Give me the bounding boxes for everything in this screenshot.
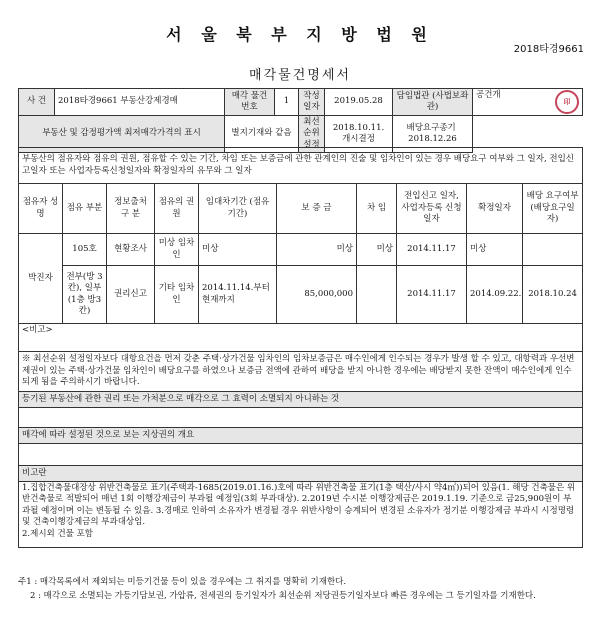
col-header: 점유자 성 명 bbox=[19, 184, 63, 234]
footnote-2: 2 : 매각으로 소멸되는 가등기담보권, 가압류, 전세권의 등기일자가 최선순위 저당권등기일자보다 빠른 경우에는 그 등기일자를 기재한다. bbox=[30, 590, 536, 601]
case-number: 2018타경9661 bbox=[513, 44, 584, 55]
cell bbox=[357, 266, 397, 324]
tenant-warning: ※ 최선순위 설정일자보다 대항요건을 먼저 갖춘 주택·상가건물 임차인의 임차보증금은 매수인에게 인수되는 경우가 발생 할 수 있고, 대항력과 우선변제권이 있는 주택·상가건물 임차인이 배당요구를 하였으나 보증금 전액에 관하여 배당을 받지 아니한 경우에는 배당받지 못한 잔액이 매수인에게 인수되게 됨을 주의하시기 바랍니다. bbox=[19, 352, 583, 392]
remarks-blank bbox=[19, 338, 583, 352]
cell: 2014.11.17 bbox=[397, 234, 467, 266]
created-label: 작성 일자 bbox=[299, 89, 325, 116]
col-header: 점유 부분 bbox=[63, 184, 107, 234]
cell: 2014.11.14.부터 현재까지 bbox=[199, 266, 277, 324]
col-header: 점유의 권 원 bbox=[155, 184, 199, 234]
col-header: 보 증 금 bbox=[277, 184, 357, 234]
col-header: 차 임 bbox=[357, 184, 397, 234]
cell: 105호 bbox=[63, 234, 107, 266]
document-title: 매각물건명세서 bbox=[249, 68, 351, 83]
cell: 미상 임차인 bbox=[155, 234, 199, 266]
deadline-label: 배당요구종기 bbox=[406, 122, 456, 133]
footnotes bbox=[18, 576, 582, 603]
cell: 현황조사 bbox=[107, 234, 155, 266]
cell: 전부(방 3칸), 일부(1층 방3칸) bbox=[63, 266, 107, 324]
cell: 미상 bbox=[467, 234, 523, 266]
priority-label: 최선순위 설정 bbox=[299, 116, 325, 153]
cell: 2018.10.24 bbox=[523, 266, 583, 324]
created-date: 2019.05.28 bbox=[325, 89, 393, 116]
valuation-value: 별지기재와 같음 bbox=[225, 116, 299, 153]
court-name: 서 울 북 부 지 방 법 원 bbox=[166, 25, 434, 44]
priority-value: 2018.10.11. 개시결정 bbox=[325, 116, 393, 153]
cell: 2014.09.22. bbox=[467, 266, 523, 324]
col-header: 배당 요구여부 (배당요구일자) bbox=[523, 184, 583, 234]
case-value: 2018타경9661 부동산강제경매 bbox=[55, 89, 225, 116]
cell: 미상 bbox=[199, 234, 277, 266]
cell: 미상 bbox=[277, 234, 357, 266]
deadline-value: 2018.12.26 bbox=[408, 134, 457, 145]
remarks-label: <비고> bbox=[19, 324, 583, 338]
item-no-label: 매각 물건번호 bbox=[225, 89, 275, 116]
occupancy-table bbox=[18, 147, 583, 548]
cell: 미상 bbox=[357, 234, 397, 266]
judge-label: 담임법관 (사법보좌관) bbox=[393, 89, 473, 116]
col-header: 확정일자 bbox=[467, 184, 523, 234]
cell: 85,000,000 bbox=[277, 266, 357, 324]
remarks-section-title: 비고란 bbox=[19, 466, 583, 482]
remarks-section-body bbox=[19, 482, 583, 548]
remarks-item-2: 2.제시외 건물 포함 bbox=[22, 528, 93, 539]
rights-section-title: 등기된 부동산에 관한 권리 또는 가처분으로 매각으로 그 효력이 소멸되지 아니하는 것 bbox=[19, 392, 583, 408]
item-no: 1 bbox=[275, 89, 299, 116]
cell bbox=[523, 234, 583, 266]
surface-right-body bbox=[19, 444, 583, 466]
occupant-name: 박진자 bbox=[19, 234, 63, 324]
table-row bbox=[19, 266, 583, 324]
summary-table bbox=[18, 88, 583, 153]
judge-cell bbox=[473, 89, 583, 116]
cell: 기타 임차인 bbox=[155, 266, 199, 324]
remarks-item-1: 1.집합건축물대장상 위반건축물로 표기(주택과-1685(2019.01.16.)호에 따라 위반건축물 표기(1층 택산/사시 약4㎡))되어 있음(1. 해당 건축물은 위반건축물로 적발되어 매년 1회 이행강제금이 부과될 예정임(3회 부과대상). 2.2019년 수시분 이행강제금은 2019.1.19. 기준으로 금25,900원이 부과될 예정이며 이는 변동될 수 있음. 3.경매로 인하여 소유자가 변경될 경우 위반사항이 승계되어 변경된 소유자가 정기분 이행강제금 부과시 시정명령 및 건축이행강제금의 부과대상임. bbox=[22, 483, 576, 528]
col-header: 임대차기간 (점유기간) bbox=[199, 184, 277, 234]
valuation-label: 부동산 및 감정평가액 최저매각가격의 표시 bbox=[19, 116, 225, 153]
table-row bbox=[19, 234, 583, 266]
col-header: 정보출처 구 분 bbox=[107, 184, 155, 234]
cell: 권리신고 bbox=[107, 266, 155, 324]
footnote-1: 주1 : 매각목록에서 제외되는 미등기건물 등이 있을 경우에는 그 취지를 명확히 기재한다. bbox=[18, 577, 347, 587]
court-seal-icon: 印 bbox=[555, 90, 579, 114]
judge-name: 공건개 bbox=[476, 90, 501, 100]
surface-right-title: 매각에 따라 설정된 것으로 보는 지상권의 개요 bbox=[19, 428, 583, 444]
col-header: 전입신고 일자, 사업자등록 신청일자 bbox=[397, 184, 467, 234]
cell: 2014.11.17 bbox=[397, 266, 467, 324]
table-header-row bbox=[19, 184, 583, 234]
rights-section-body bbox=[19, 408, 583, 428]
case-label: 사 건 bbox=[19, 89, 55, 116]
occupancy-notice: 부동산의 점유자와 점유의 권원, 점유할 수 있는 기간, 차임 또는 보증금에 관한 관계인의 진술 및 임차인이 있는 경우 배당요구 여부와 그 일자, 전입신고일자 또는 사업자등록신청일자와 확정일자의 유무와 그 일자 bbox=[19, 148, 583, 184]
